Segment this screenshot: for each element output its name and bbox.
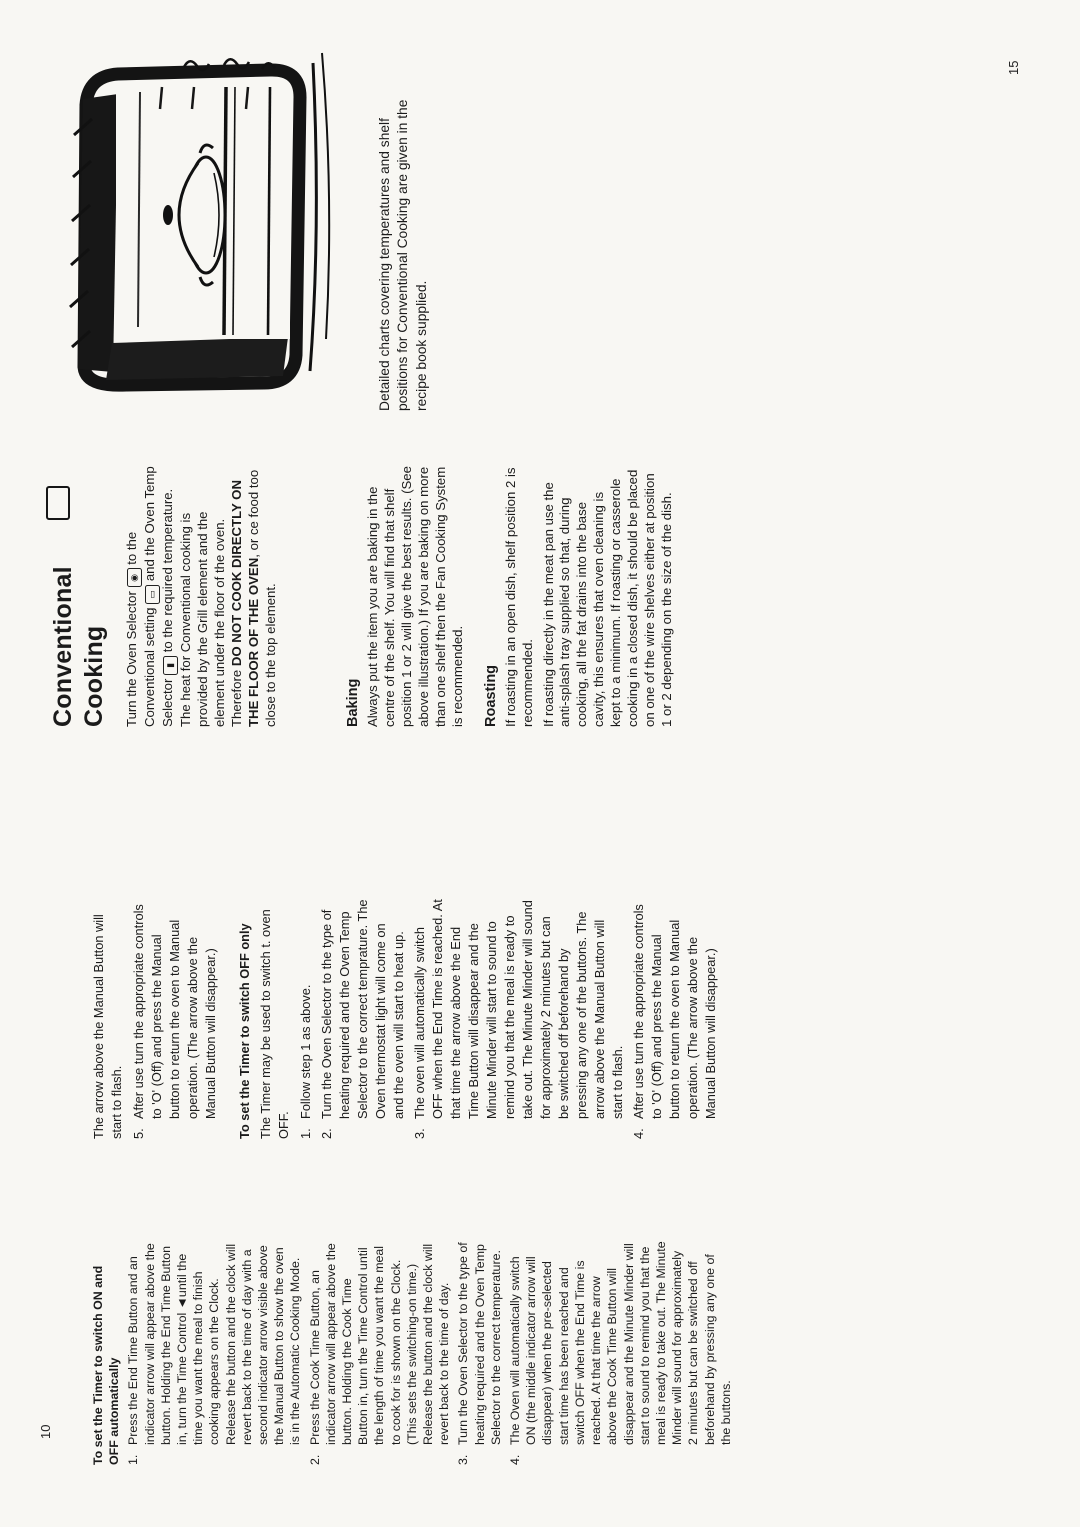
title-text-conventional: Conventional bbox=[49, 566, 77, 727]
oven-selector-icon bbox=[127, 568, 142, 587]
do-not-cook-warning: DO NOT COOK DIRECTLY ON THE FLOOR OF THE OVEN bbox=[228, 480, 261, 727]
oven-selector-glyph: ◉ bbox=[129, 574, 139, 582]
conventional-setting-icon bbox=[145, 585, 160, 604]
timer-off-only-column bbox=[90, 899, 723, 1139]
step-number: 3. bbox=[456, 1454, 471, 1465]
timer-on-off-step-5 bbox=[130, 899, 220, 1139]
timer-off-only-intro: The Timer may be used to switch t. oven OFF. bbox=[258, 909, 291, 1139]
oven-sketch-svg bbox=[64, 49, 340, 397]
timer-on-off-step-3 bbox=[455, 1241, 504, 1465]
page-title bbox=[46, 465, 110, 727]
timer-off-only-step-4 bbox=[630, 899, 720, 1139]
conventional-cooking-symbol-icon bbox=[46, 486, 70, 520]
illustration-column bbox=[64, 49, 435, 411]
timer-on-off-step-2 bbox=[307, 1241, 453, 1465]
oven-temp-selector-icon bbox=[163, 656, 178, 675]
baking-paragraph: Always put the item you are baking in the centre of the shelf. You will find that shelf position 1 or 2 will give the best results. (See above illustration.) If you are baking on more than one shelf then the Fan Cooking System is recommended. bbox=[365, 466, 465, 727]
step-number: 3. bbox=[412, 1128, 427, 1139]
manual-button-flash-note: The arrow above the Manual Button will start to flash. bbox=[91, 914, 124, 1139]
timer-on-off-column bbox=[90, 1241, 737, 1465]
roasting-paragraph-2: If roasting directly in the meat pan use the anti-splash tray supplied so that, during cooking, all the fat drains into the base cavity, this ensures that oven cleaning is kept to a minimum. If roasting or casserole cooking in a closed dish, it should be placed on one of the wire shelves either at position 1 or 2 depending on the size of the dish. bbox=[540, 469, 674, 727]
conventional-intro-paragraph bbox=[124, 465, 279, 727]
conventional-cooking-column bbox=[46, 465, 680, 727]
timer-off-only-heading: To set the Timer to switch OFF only bbox=[237, 923, 252, 1139]
step-text: After use turn the appropriate controls to 'O' (Off) and press the Manual button to return the oven to Manual operation. (The arrow above the Manual Button will disappear.) bbox=[631, 904, 718, 1119]
intro-text-2: to the Conventional setting bbox=[124, 531, 157, 727]
step-number: 1. bbox=[298, 1128, 313, 1139]
timer-off-only-step-2 bbox=[318, 899, 408, 1139]
roasting-paragraph-1: If roasting in an open dish, shelf position 2 is recommended. bbox=[502, 467, 535, 727]
intro-text-5: , or ce food too close to the top element. bbox=[245, 469, 278, 727]
step-number: 5. bbox=[131, 1128, 146, 1139]
conventional-setting-glyph: ▭ bbox=[147, 590, 157, 599]
recipe-book-note: Detailed charts covering temperatures and shelf positions for Conventional Cooking are given in the recipe book supplied. bbox=[377, 99, 429, 411]
baking-heading: Baking bbox=[345, 678, 362, 727]
page-number-10: 10 bbox=[38, 1424, 53, 1439]
intro-text-1: Turn the Oven Selector bbox=[124, 591, 139, 727]
intro-text-4: to the required temperature. The heat for Conventional cooking is provided by the Grill element and the element under the floor of the oven. Therefore bbox=[160, 488, 244, 727]
timer-on-off-step-1 bbox=[125, 1241, 303, 1465]
step-text: Turn the Oven Selector to the type of heating required and the Oven Temp Selector to the correct temperature. bbox=[456, 1242, 503, 1445]
step-number: 1. bbox=[126, 1454, 141, 1465]
step-text: The oven will automatically switch OFF when the End Time is reached. At that time the arrow above the End Time Button will disappear and the Minute Minder will start to sound to remind you that the meal is ready to take out. The Minute Minder will sound for approximately 2 minutes but can be switched off beforehand by pressing any one of the buttons. The arrow above the Manual Button will start to flash. bbox=[412, 899, 625, 1119]
oven-illustration bbox=[64, 49, 340, 397]
step-text: Follow step 1 as above. bbox=[298, 984, 313, 1119]
intro-text-3: and the Oven Temp Selector bbox=[142, 466, 175, 727]
timer-on-off-heading: To set the Timer to switch ON and OFF automatically bbox=[91, 1265, 122, 1465]
step-number: 2. bbox=[307, 1454, 322, 1465]
step-text: After use turn the appropriate controls to 'O' (Off) and press the Manual button to return the oven to Manual operation. (The arrow above the Manual Button will disappear.) bbox=[131, 904, 218, 1119]
oven-temp-glyph: ▮ bbox=[165, 662, 175, 668]
step-text: Turn the Oven Selector to the type of heating required and the Oven Temp Selector to the correct temprature. The Oven thermostat light will come on and the oven will start to heat up. bbox=[319, 899, 406, 1119]
step-number: 2. bbox=[319, 1128, 334, 1139]
title-line-1 bbox=[46, 465, 79, 727]
timer-off-only-step-1 bbox=[297, 899, 315, 1139]
step-number: 4. bbox=[631, 1128, 646, 1139]
step-number: 4. bbox=[508, 1454, 523, 1465]
step-text: Press the Cook Time Button, an indicator arrow will appear above the button. Holding the Cook Time Button in, turn the Time Control until the length of time you want the meal to cook for is shown on the Clock. (This sets the switching-on time.) Release the button and the clock will revert back to the time of day. bbox=[307, 1243, 452, 1445]
page-number-15: 15 bbox=[1006, 60, 1021, 75]
step-text: Press the End Time Button and an indicator arrow will appear above the button. Holding the End Time Button in, turn the Time Control ◄until the time you want the meal to finish cooking appears on the Clock. Release the button and the clock will revert back to the time of day with a second indicator arrow visible above the Manual Button to show the oven is in the Automatic Cooking Mode. bbox=[126, 1243, 303, 1445]
step-text: The Oven will automatically switch ON (the middle indicator arrow will disappear) when the pre-selected start time has been reached and switch OFF when the End Time is reached. At that time the arrow above the Cook Time Button will disappear and the Minute Minder will start to sound to remind you that the meal is ready to take out. The Minute Minder will sound for approximately 2 minutes but can be switched off beforehand by pressing any one of the buttons. bbox=[508, 1241, 733, 1445]
timer-off-only-step-3 bbox=[411, 899, 627, 1139]
timer-on-off-step-4 bbox=[507, 1241, 734, 1465]
title-text-cooking: Cooking bbox=[80, 625, 108, 727]
roasting-heading: Roasting bbox=[482, 664, 499, 727]
